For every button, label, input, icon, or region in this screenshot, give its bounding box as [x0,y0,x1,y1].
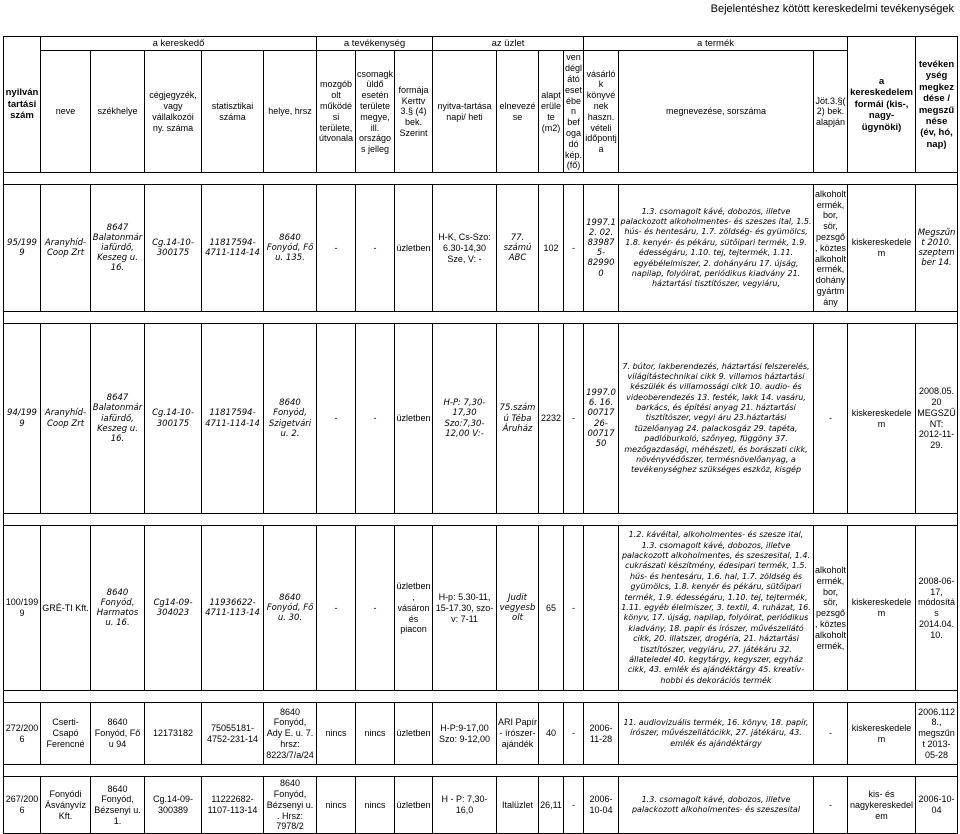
cell-kereskedelem-formai: kiskereskedelem [848,526,916,691]
col-neve: neve [41,51,91,173]
col-formaja: formája Kerttv 3.§ (4) bek. Szerint [395,51,433,173]
cell-helye: 8640 Fonyód, Szigetvári u. 2. [264,324,317,514]
cell-nyilvantartasi-szam: 100/1999 [4,526,41,691]
col-statisztikai: statisztikai száma [202,51,264,173]
cell-szekhelye: 8647 Balatonmáriafürdő, Keszeg u. 16. [91,185,145,312]
col-megnevezese: megnevezése, sorszáma [619,51,814,173]
col-vendeglato: vendéglátó esetében befogadó kép. (fő) [564,51,584,173]
cell-alapterulete: 26,11 [539,777,564,834]
cell-nyitva: H-p: 5.30-11, 15-17.30, szo-v: 7-11 [433,526,497,691]
cell-neve: Fonyódi Ásványvíz Kft. [41,777,91,834]
cell-nyilvantartasi-szam: 272/2006 [4,703,41,765]
cell-statisztikai: 11936622-4711-113-14 [202,526,264,691]
cell-megkezdese: 2006.1128., megszűnt 2013-05-28 [916,703,958,765]
cell-nyitva: H - P: 7,30-16,0 [433,777,497,834]
col-nyitva: nyitva-tartása napi/ heti [433,51,497,173]
cell-cegjegyzek: Cg.14-09-300389 [145,777,202,834]
cell-cegjegyzek: Cg.14-10-300175 [145,324,202,514]
cell-elnevezese: 77. számú ABC [497,185,539,312]
column-header-row [4,51,958,173]
cell-vasarlok: 2006-11-28 [584,703,619,765]
table-row [4,324,958,514]
cell-statisztikai: 11817594-4711-114-14 [202,324,264,514]
cell-vasarlok [584,526,619,691]
group-uzlet: az üzlet [433,37,584,51]
cell-mozgo: - [317,324,356,514]
cell-vasarlok: 2006-10-04 [584,777,619,834]
cell-formaja: üzletben, vásáron és piacon [395,526,433,691]
table-row [4,777,958,834]
table-row [4,703,958,765]
col-mozgo: mozgóbolt működési területe, útvonala [317,51,356,173]
cell-nyilvantartasi-szam: 94/1999 [4,324,41,514]
cell-megkezdese: 2008-06-17, módosítás 2014.04.10. [916,526,958,691]
cell-kereskedelem-formai: kiskereskedelem [848,703,916,765]
cell-cegjegyzek: Cg.14-10-300175 [145,185,202,312]
col-helye: helye, hrsz [264,51,317,173]
row-gap [4,765,958,777]
cell-vendeglato: - [564,777,584,834]
cell-megkezdese: 2006-10-04 [916,777,958,834]
cell-megkezdese: 2008.05.20 MEGSZŰNT: 2012-11-29. [916,324,958,514]
cell-nyitva: H-P:9-17,00 Szo: 9-12,00 [433,703,497,765]
cell-formaja: üzletben [395,703,433,765]
cell-csomagkuldo: nincs [356,777,395,834]
cell-megnevezese: 1.3. csomagolt kávé, dobozos, illetve palackozott alkoholmentes- és szeszes ital, 1.5. hús- és hentesáru, 1.7. zöldség- és gyümölcs, 1.8. kenyér- és pékáru, sütőipari termék, 1.9. édességáru, 1.10. tej, tejtermék, 1.11. egyébélelmiszer, 2. dohányáru 17. újság, napilap, folyóirat, periódikus kiadvány 21. háztartási tisztítószer, vegyiáru, [619,185,814,312]
col-csomagkuldo: csomagküldő esetén területe megye, ill. országos jelleg [356,51,395,173]
cell-nyilvantartasi-szam: 95/1999 [4,185,41,312]
col-nyilvantartasi-szam: nyilvántartási szám [4,37,41,173]
cell-cegjegyzek: Cg14-09-304023 [145,526,202,691]
col-cegjegyzek: cégjegyzék, vagy vállalkozói ny. száma [145,51,202,173]
cell-mozgo: - [317,185,356,312]
cell-vendeglato: - [564,324,584,514]
cell-statisztikai: 11817594-4711-114-14 [202,185,264,312]
cell-elnevezese: Judit vegyesbolt [497,526,539,691]
group-kereskedo: a kereskedő [41,37,317,51]
cell-alapterulete: 2232 [539,324,564,514]
col-szekhelye: székhelye [91,51,145,173]
cell-statisztikai: 75055181-4752-231-14 [202,703,264,765]
row-gap [4,514,958,526]
cell-csomagkuldo: - [356,185,395,312]
cell-alapterulete: 65 [539,526,564,691]
cell-alapterulete: 40 [539,703,564,765]
cell-kereskedelem-formai: kiskereskedelem [848,324,916,514]
cell-formaja: üzletben [395,185,433,312]
col-elnevezese: elnevezése [497,51,539,173]
cell-megnevezese: 1.2. kávéital, alkoholmentes- és szesze ital, 1.3. csomagolt kávé, dobozos, illetve palackozott alkoholmentes, és szeszesital, 1.4. cukrászati készítmény, édesipari termék, 1.5. hús- és hentesáru, 1.6. hal, 1.7. zöldség és gyümölcs, 1.8. kenyér és pékáru, sütőipari termék, 1.9. édességáru, 1.10. tej, tejtermék, 1.11. egyéb élelmiszer, 3. textil, 4. ruházat, 16. könyv, 17. újság, napilap, folyóirat, periódikus kiadvány, 18. papír és írószer, művészellátó cikk, 20. illatszer, drogéria, 21. háztartási tisztítószer, vegyiáru, 27. játékáru 32. állateledel 40. kegytárgy, kegyszer, egyház cikk, 43. emlék és ajándéktárgy 45. kreatív-hobbi és dekorációs termék [619,526,814,691]
cell-nyilvantartasi-szam: 267/2006 [4,777,41,834]
cell-nyitva: H-K, Cs-Szo: 6.30-14,30 Sze, V: - [433,185,497,312]
cell-mozgo: nincs [317,703,356,765]
group-tevekenyseg: a tevékenység [317,37,433,51]
cell-elnevezese: Italüzlet [497,777,539,834]
cell-vasarlok: 1997.06. 16. 0071726-0071750 [584,324,619,514]
cell-megnevezese: 11. audiovizuális termék, 16. könyv, 18. papír, írószer, művészellátócikk, 27. játékáru, 43. emlék és ajándéktárgy [619,703,814,765]
cell-megnevezese: 7. bútor, lakberendezés, háztartási felszerelés, világítástechnikai cikk 9. villamos háztartási készülék és villamossági cikk 10. audio- és videoberendezés 13. festék, lakk 14. vasáru, barkács, és építési anyag 21. háztartási tisztítószer, vegyi áru 23.háztartási tüzelőanyag 24. palackosgáz 29. tapéta, padlóburkoló, szőnyeg, függöny 37. mezőgazdasági, méhészeti, és borászati cikk, növényvédőszer, termésnövelőanyag, a tevékenységhez szükséges eszköz, kisgép [619,324,814,514]
cell-neve: Aranyhíd-Coop Zrt [41,185,91,312]
cell-elnevezese: ARI Papír - írószer-ajándék [497,703,539,765]
cell-mozgo: nincs [317,777,356,834]
cell-megkezdese: Megszűnt 2010. szeptember 14. [916,185,958,312]
group-termek: a termék [584,37,848,51]
group-header-row [4,37,958,51]
cell-jot: - [814,777,848,834]
col-megkezdese: tevékenység megkezdése / megszűnése (év, hó, nap) [916,37,958,173]
col-kereskedelem-formai: a kereskedelem formái (kis-, nagy- ügynöki) [848,37,916,173]
cell-szekhelye: 8640 Fonyód, Fő u 94 [91,703,145,765]
cell-jot: alkoholtermék, bor, sör, pezsgő, köztes alkoholtermék, [814,526,848,691]
page-title: Bejelentéshez kötött kereskedelmi tevékenységek [710,3,954,15]
col-jot: Jöt.3.§( 2) bek. alapján [814,51,848,173]
cell-jot: alkoholtermék, bor, sör, pezsgő, köztes alkoholtermék, dohánygyártmány [814,185,848,312]
cell-alapterulete: 102 [539,185,564,312]
col-alapterulete: alapterülete (m2) [539,51,564,173]
cell-elnevezese: 75.számú Téba Áruház [497,324,539,514]
cell-helye: 8640 Fonyód, Bézsenyi u. . Hrsz: 7978/2 [264,777,317,834]
cell-formaja: üzletben [395,777,433,834]
cell-helye: 8640 Fonyód, Ady E. u. 7. hrsz: 8223/7/a/24 [264,703,317,765]
cell-vendeglato: - [564,526,584,691]
cell-jot: - [814,703,848,765]
cell-csomagkuldo: nincs [356,703,395,765]
cell-szekhelye: 8640 Fonyód, Harmatos u. 16. [91,526,145,691]
cell-formaja: üzletben [395,324,433,514]
cell-neve: GRÉ-TI Kft. [41,526,91,691]
register-table [3,36,958,834]
cell-helye: 8640 Fonyód, Fő u. 30. [264,526,317,691]
cell-nyitva: H-P: 7,30-17,30 Szo:7,30-12,00 V:- [433,324,497,514]
cell-helye: 8640 Fonyód, Fő u. 135. [264,185,317,312]
cell-neve: Aranyhíd-Coop Zrt [41,324,91,514]
cell-cegjegyzek: 12173182 [145,703,202,765]
col-vasarlok: vásárlók könyvének haszn. vételi időpontja [584,51,619,173]
cell-kereskedelem-formai: kis- és nagykereskedelem [848,777,916,834]
cell-mozgo: - [317,526,356,691]
cell-vendeglato: - [564,703,584,765]
cell-csomagkuldo: - [356,324,395,514]
cell-vendeglato: - [564,185,584,312]
table-row [4,185,958,312]
row-gap [4,173,958,185]
cell-kereskedelem-formai: kiskereskedelem [848,185,916,312]
cell-vasarlok: 1997.12. 02. 839875-829900 [584,185,619,312]
cell-jot: - [814,324,848,514]
cell-neve: Cserti-Csapó Ferencné [41,703,91,765]
row-gap [4,312,958,324]
cell-csomagkuldo: - [356,526,395,691]
cell-szekhelye: 8647 Balatonmáriafürdő, Keszeg u. 16. [91,324,145,514]
cell-megnevezese: 1.3. csomagolt kávé, dobozos, illetve palackozott alkoholmentes- és szeszesital [619,777,814,834]
cell-statisztikai: 11222682-1107-113-14 [202,777,264,834]
cell-szekhelye: 8640 Fonyód, Bézsenyi u. 1. [91,777,145,834]
row-gap [4,691,958,703]
table-row [4,526,958,691]
